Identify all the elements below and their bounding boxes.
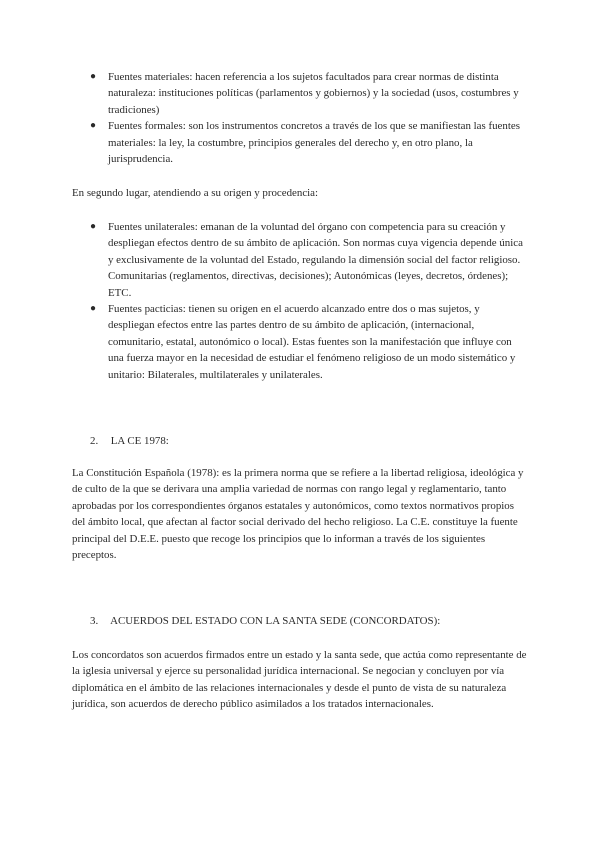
bullet-list-fuentes-materiales-formales: [0, 69, 600, 167]
list-item: [0, 219, 600, 301]
intro-paragraph: En segundo lugar, atendiendo a su origen y procedencia:: [72, 187, 319, 199]
section-heading-ce-1978: [90, 433, 530, 449]
bullet-icon: ●: [90, 120, 97, 132]
section-heading-concordatos: [90, 613, 530, 629]
bullet-icon: ●: [90, 303, 97, 315]
section-title: LA CE 1978:: [110, 435, 169, 447]
list-item: [0, 69, 600, 118]
bullet-icon: ●: [90, 221, 97, 232]
bullet-text: Fuentes formales: son los instrumentos concretos a través de los que se manifiestan las fuentes materiales: la ley, la costumbre, principios generales del derecho y, en otro plano, la jurisprudencia.: [108, 120, 520, 166]
section-number: 2.: [90, 435, 99, 447]
section-title: ACUERDOS DEL ESTADO CON LA SANTA SEDE (CONCORDATOS):: [110, 615, 441, 627]
list-item: [0, 118, 600, 167]
section-number: 3.: [90, 615, 99, 627]
bullet-icon: ●: [90, 71, 97, 82]
bullet-text: Fuentes materiales: hacen referencia a los sujetos facultados para crear normas de distinta naturaleza: instituciones políticas (parlamentos y gobiernos) y la sociedad (usos, costumbres y tradiciones): [108, 71, 519, 116]
bullet-text: Fuentes unilaterales: emanan de la voluntad del órgano con competencia para su creación y despliegan efectos dentro de su ámbito de aplicación. Son normas cuya vigencia depende única y exclusivamente de la voluntad del Estado, regulando la dimensión social del factor religioso. Comunitarias (reglamentos, directivas, decisiones); Autonómicas (leyes, decretos, órdenes); ETC.: [108, 221, 523, 299]
paragraph-constitucion: La Constitución Española (1978): es la primera norma que se refiere a la libertad religiosa, ideológica y de culto de la que se derivara una amplia variedad de normas con rango legal y reglamentario, tanto aprobadas por los correspondientes órganos estatales y autonómicos, como textos normativos propios del ámbito local, que afectan al factor social derivado del hecho religioso. La C.E. constituye la fuente principal del D.E.E. puesto que recoge los principios que lo informan a través de los siguientes preceptos.: [72, 467, 524, 562]
bullet-text: Fuentes pacticias: tienen su origen en el acuerdo alcanzado entre dos o mas sujetos, y despliegan efectos entre las partes dentro de su ámbito de aplicación, (internacional, comunitario, estatal, autonómico o local). Estas fuentes son la manifestación que influye con una fuerza mayor en la necesidad de estudiar el fenómeno religioso de un modo sistemático y unitario: Bilaterales, multilaterales y unilaterales.: [108, 303, 516, 381]
paragraph-concordatos: Los concordatos son acuerdos firmados entre un estado y la santa sede, que actúa como representante de la iglesia universal y ejerce su personalidad jurídica internacional. Se negocian y concluyen por vía diplomática en el ámbito de las relaciones internacionales y desde el punto de vista de su naturaleza jurídica, son acuerdos de derecho público asimilados a los tratados internacionales.: [72, 649, 527, 711]
bullet-list-fuentes-unilaterales-pacticias: [0, 219, 600, 383]
list-item: [0, 301, 600, 383]
